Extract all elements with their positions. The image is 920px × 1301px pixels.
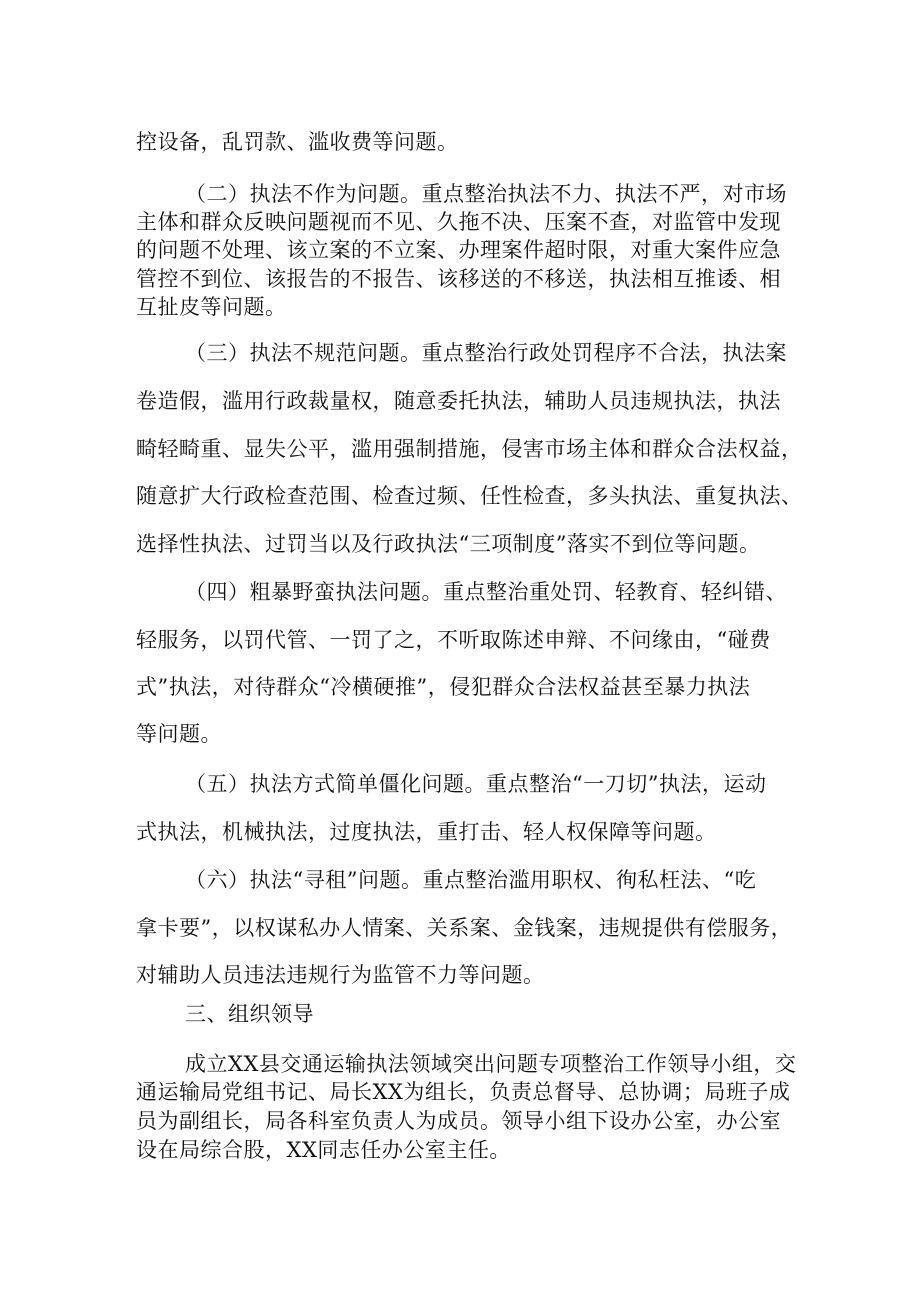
paragraph-3-heading-line: （三）执法不规范问题。重点整治行政处罚程序不合法，执法案	[185, 341, 787, 365]
text-line: 轻服务，以罚代管、一罚了之，不听取陈述申辩、不问缘由，“碰费	[136, 628, 771, 652]
text-line: 通运输局党组书记、局长XX为组长，负责总督导、总协调；局班子成	[136, 1080, 791, 1104]
text-line: 对辅助人员违法违规行为监管不力等问题。	[136, 963, 545, 987]
text-line: 畸轻畸重、显失公平，滥用强制措施，侵害市场主体和群众合法权益，	[136, 437, 803, 461]
paragraph-5-heading-line: （五）执法方式简单僵化问题。重点整治“一刀切”执法，运动	[185, 772, 767, 796]
section-heading: 三、组织领导	[185, 1002, 314, 1026]
paragraph-4-heading-line: （四）粗暴野蛮执法问题。重点整治重处罚、轻教育、轻纠错、	[185, 580, 787, 604]
text-line: 主体和群众反映问题视而不见、久拖不决、压案不查，对监管中发现	[136, 210, 781, 234]
text-line: 互扯皮等问题。	[136, 295, 287, 319]
text-line: 卷造假，滥用行政裁量权，随意委托执法，辅助人员违规执法，执法	[136, 389, 781, 413]
text-line: 设在局综合股，XX同志任办公室主任。	[136, 1138, 511, 1162]
text-line: 选择性执法、过罚当以及行政执法“三项制度”落实不到位等问题。	[136, 532, 761, 556]
text-line: 控设备，乱罚款、滥收费等问题。	[136, 130, 459, 154]
paragraph-2-heading-line: （二）执法不作为问题。重点整治执法不力、执法不严，对市场	[185, 182, 787, 206]
text-line: 等问题。	[136, 722, 222, 746]
text-line: 的问题不处理、该立案的不立案、办理案件超时限，对重大案件应急	[136, 238, 781, 262]
text-line: 管控不到位、该报告的不报告、该移送的不移送，执法相互推诿、相	[136, 267, 781, 291]
text-line: 随意扩大行政检查范围、检查过频、任性检查，多头执法、重复执法、	[136, 484, 803, 508]
text-line: 员为副组长，局各科室负责人为成员。领导小组下设办公室，办公室	[136, 1109, 781, 1133]
text-line: 拿卡要”，以权谋私办人情案、关系案、金钱案，违规提供有偿服务，	[136, 916, 793, 940]
text-line: 式执法，机械执法，过度执法，重打击、轻人权保障等问题。	[136, 820, 717, 844]
text-line: 式”执法，对待群众“冷横硬推”，侵犯群众合法权益甚至暴力执法	[136, 675, 751, 699]
text-line: 成立XX县交通运输执法领域突出问题专项整治工作领导小组，交	[185, 1052, 797, 1076]
paragraph-6-heading-line: （六）执法“寻租”问题。重点整治滥用职权、徇私枉法、“吃	[185, 868, 757, 892]
